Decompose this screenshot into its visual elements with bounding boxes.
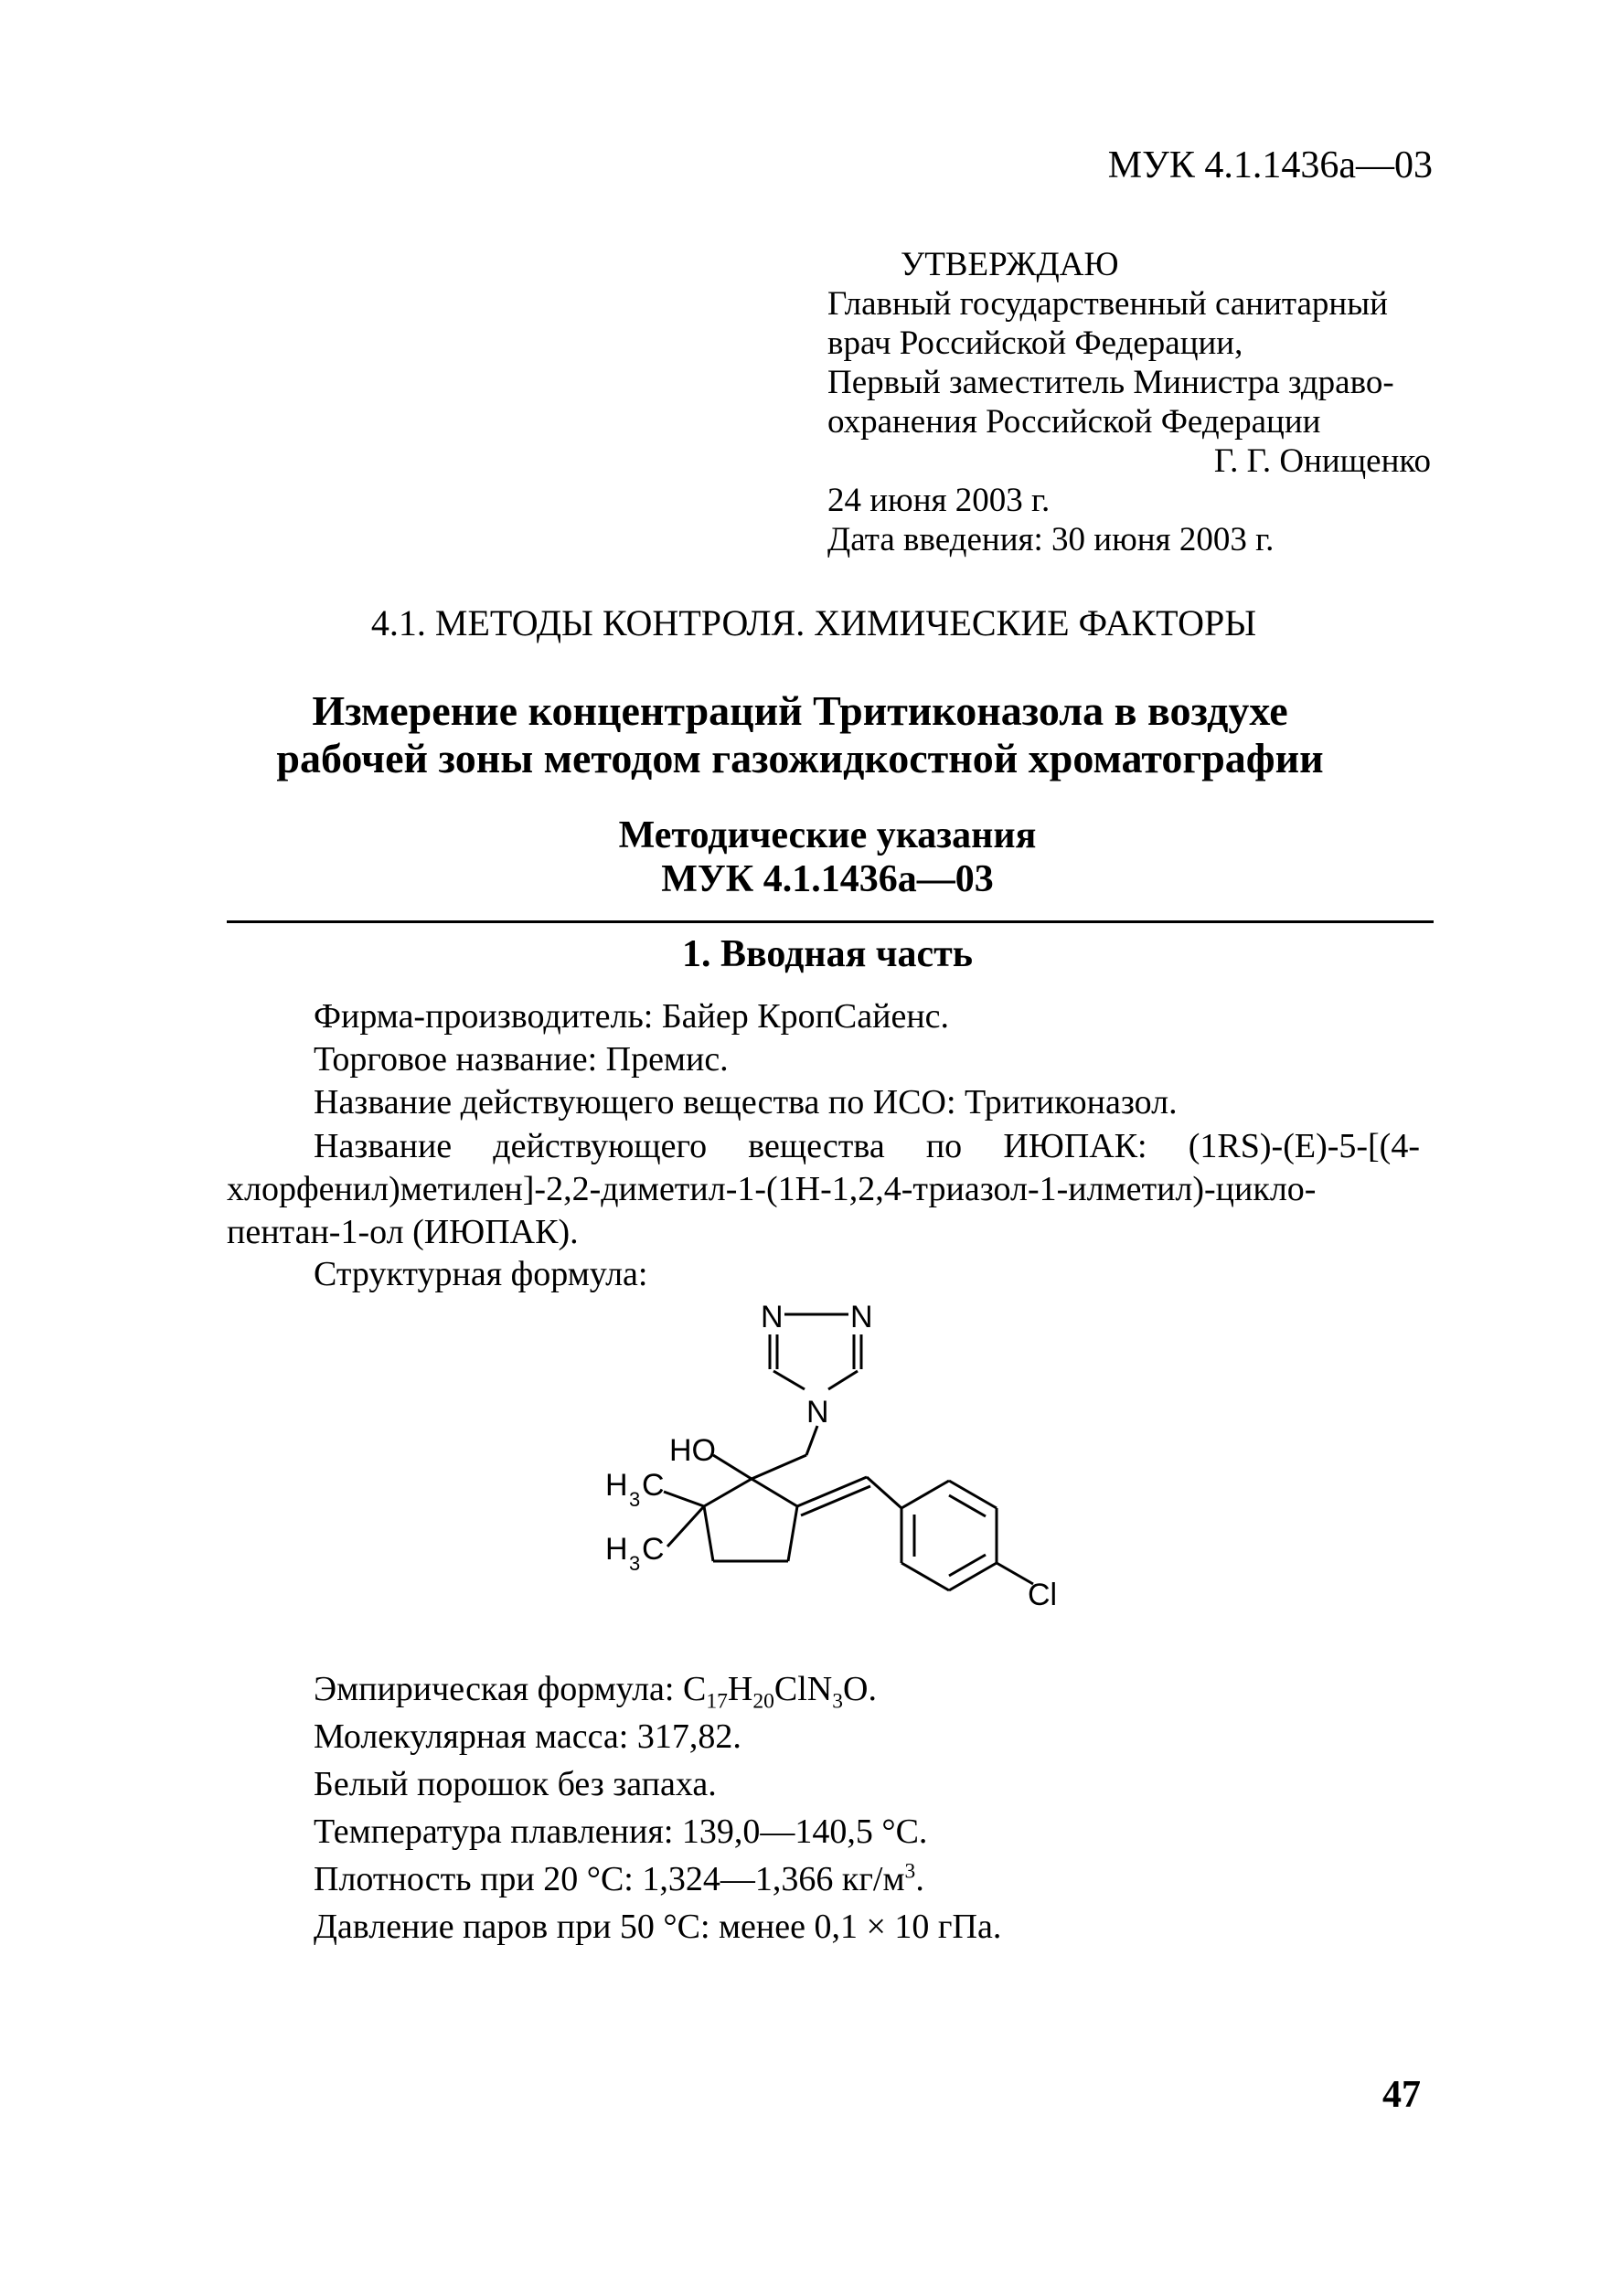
- bond: [664, 1492, 704, 1506]
- section-heading: 4.1. МЕТОДЫ КОНТРОЛЯ. ХИМИЧЕСКИЕ ФАКТОРЫ: [370, 602, 1257, 643]
- iso-name-line: Название действующего вещества по ИСО: Тритиконазол.: [314, 1083, 1178, 1121]
- bond: [704, 1506, 713, 1561]
- atom-label: Cl: [1028, 1578, 1058, 1612]
- bond: [713, 1455, 752, 1479]
- subtitle-line: Методические указания: [618, 814, 1037, 856]
- structural-formula-diagram: [576, 1289, 1143, 1654]
- atom-label: H: [605, 1468, 628, 1503]
- atom-label: C: [642, 1532, 665, 1567]
- empirical-formula-label: Эмпирическая формула:: [314, 1670, 683, 1708]
- appearance-line: Белый порошок без запаха.: [314, 1765, 717, 1803]
- formula-atoms: [605, 1300, 1057, 1612]
- atom-label: N: [850, 1300, 873, 1334]
- bond: [704, 1479, 752, 1506]
- approval-heading: УТВЕРЖДАЮ: [901, 246, 1119, 283]
- approval-line: врач Российской Федерации,: [827, 324, 1243, 362]
- bond: [667, 1506, 704, 1547]
- structure-label: Структурная формула:: [314, 1255, 648, 1293]
- document-title: [0, 687, 1600, 782]
- bond: [806, 1426, 817, 1455]
- iupac-continuation: [227, 1168, 1415, 1254]
- atom-label: 3: [629, 1552, 641, 1575]
- approval-line: Главный государственный санитарный: [827, 285, 1388, 323]
- subtitle-line: МУК 4.1.1436а—03: [661, 858, 994, 900]
- bond: [752, 1455, 806, 1479]
- iupac-name-paragraph: [314, 1125, 1420, 1168]
- horizontal-rule: [227, 920, 1434, 923]
- atom-label: 3: [629, 1488, 641, 1511]
- atom-label: C: [642, 1468, 665, 1503]
- melting-point-line: Температура плавления: 139,0—140,5 °С.: [314, 1812, 928, 1851]
- bond: [828, 1371, 858, 1389]
- bond: [901, 1481, 949, 1508]
- document-code: МУК 4.1.1436а—03: [1107, 144, 1433, 186]
- molar-mass-line: Молекулярная масса: 317,82.: [314, 1717, 741, 1756]
- approval-line: охранения Российской Федерации: [827, 403, 1321, 441]
- iupac-line: пентан-1-ол (ИЮПАК).: [227, 1213, 579, 1251]
- atom-label: HO: [669, 1433, 716, 1468]
- manufacturer-line: Фирма-производитель: Байер КропСайенс.: [314, 997, 950, 1036]
- intro-heading: 1. Вводная часть: [681, 933, 974, 975]
- approval-date: 24 июня 2003 г.: [827, 482, 1051, 519]
- approval-line: Первый заместитель Министра здраво-: [827, 364, 1394, 401]
- atom-label: H: [605, 1532, 628, 1567]
- approval-signer: Г. Г. Онищенко: [1213, 442, 1431, 480]
- bond: [949, 1563, 997, 1590]
- approval-effective-date: Дата введения: 30 июня 2003 г.: [827, 521, 1275, 558]
- bond: [867, 1477, 901, 1508]
- vapor-pressure-line: Давление паров при 50 °С: менее 0,1 × 10 гПа.: [314, 1908, 1002, 1946]
- iupac-line: Название действующего вещества по ИЮПАК: (1RS)-(E)-5-[(4-: [314, 1127, 1420, 1165]
- bond: [752, 1479, 797, 1506]
- atom-label: N: [761, 1300, 784, 1334]
- document-subtitle: [0, 813, 1600, 901]
- bond: [788, 1506, 797, 1561]
- bond: [949, 1481, 997, 1508]
- density-line: Плотность при 20 °С: 1,324—1,366 $кг/м^3$.: [314, 1859, 924, 1898]
- title-line: Измерение концентраций Тритиконазола в воздухе: [312, 687, 1288, 734]
- approval-block: [827, 245, 1431, 559]
- page-number: 47: [1382, 2074, 1421, 2116]
- bond: [773, 1371, 805, 1389]
- bond: [901, 1563, 949, 1590]
- empirical-formula-line: Эмпирическая формула: $C_{17}H_{20}ClN_3O$.: [314, 1670, 877, 1714]
- iupac-line: хлорфенил)метилен]-2,2-диметил-1-(1Н-1,2,4-триазол-1-илметил)-цикло-: [227, 1170, 1317, 1208]
- title-line: рабочей зоны методом газожидкостной хроматографии: [276, 735, 1324, 781]
- atom-label: N: [806, 1395, 829, 1430]
- formula-bonds: [664, 1314, 1033, 1590]
- trade-name-line: Торговое название: Премис.: [314, 1040, 729, 1079]
